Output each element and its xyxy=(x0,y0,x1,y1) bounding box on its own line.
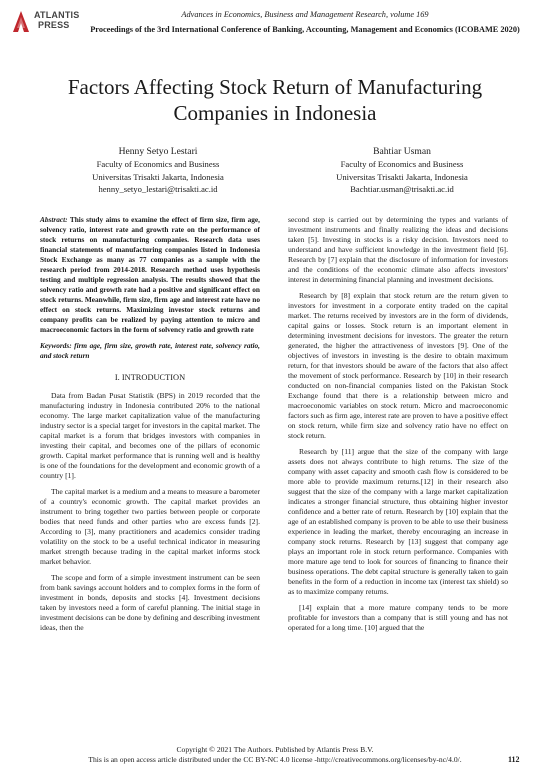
body-paragraph: The capital market is a medium and a means to measure a barometer of a country's economic growth. The capital market provides an instrument to bring together two parties between people or corporate bodies that need funds and other parties who are excess funds [2]. According to [3], many practitioners and academics consider trading volatility on the stock to be a useful technical indicator in measuring market strength because trading in the capital market informs stock market behavior. xyxy=(40,487,260,566)
body-paragraph: [14] explain that a more mature company tends to be more profitable for investors than a company that is still young and has not operated for a long time. [10] argued that the xyxy=(288,603,508,632)
body-paragraph: second step is carried out by determining the types and variants of investment instruments and finally realizing the ideas and decisions taken [5]. Investing in stocks is a risky decision. Investors need to understand and have sufficient knowledge in the investment field [6]. Research by [7] explain that the disclosure of information for investors and the conditions of the economic climate also affects investors' interest in determining financial planning and investment decisions. xyxy=(288,215,508,284)
logo-text xyxy=(34,10,79,30)
body-paragraph: Data from Badan Pusat Statistik (BPS) in 2019 recorded that the manufacturing industry in Indonesia contributed 20% to the national economy. The large market capitalization value of the manufacturing industry sector is a special target for investors in the capital market. The capital market is a forum that bridges investors with companies in investing their capital, and becomes one of the pillars of economic growth. Capital market performance that is running well and is healthy is one of the foundations for the development and economic growth of a country [1]. xyxy=(40,391,260,480)
copyright-notice: Copyright © 2021 The Authors. Published by Atlantis Press B.V. xyxy=(176,745,374,754)
paper-title: Factors Affecting Stock Return of Manufacturing Companies in Indonesia xyxy=(67,75,483,125)
body-paragraph: The scope and form of a simple investment instrument can be seen from bank savings account holders and to complex forms in the form of investment in bonds, deposits and stocks [4]. Investment decisions taken by investors need a form of careful planning. The initial stage in investment decisions can be done by defining and describing investment ideas, then the xyxy=(40,573,260,632)
logo-line-1: ATLANTIS xyxy=(34,10,80,20)
body-paragraph: Research by [8] explain that stock return are the return given to investors for investment in a corporate entity traded on the capital market. The returns received by investors are in the form of dividends, capital gains or losses. Stock return is an important element in determining investment decisions for investors. The greater the return generated, the higher the attractiveness of investors [9]. One of the objectives of investors in investing is the desire to obtain maximum return, for that investors should be aware of the factors that also affect the movement of stock performance. Research by [10] in their research conducted on non-financial companies listed on the Pakistan Stock Exchange found that there is a relationship between micro and macroeconomic variables on stock return. Micro and macroeconomic factors such as firm age, interest rate are proven to have a positive effect on stock return, while firm size and solvency ratio have no effect on stock return. xyxy=(288,291,508,440)
author-affiliation: Faculty of Economics and Business xyxy=(340,159,464,170)
journal-name: Advances in Economics, Business and Management Research, volume 169 xyxy=(181,10,429,19)
author-university: Universitas Trisakti Jakarta, Indonesia xyxy=(336,171,468,182)
section-heading: I. INTRODUCTION xyxy=(114,373,186,382)
author-email: henny_setyo_lestari@trisakti.ac.id xyxy=(98,184,218,195)
page-number: 112 xyxy=(508,755,520,764)
author-university: Universitas Trisakti Jakarta, Indonesia xyxy=(92,171,224,182)
author-name: Bahtiar Usman xyxy=(373,146,431,157)
page-footer xyxy=(0,745,550,765)
proceedings-title: Proceedings of the 3rd International Conference of Banking, Accounting, Management and Economics (ICOBAME 2020) xyxy=(90,25,520,34)
abstract-label: Abstract: xyxy=(40,215,68,224)
body-paragraph: Research by [11] argue that the size of the company with large assets does not always contribute to high returns. The size of the company with asset capacity and smooth cash flow is considered to be more able to provide maximum returns.[12] in their research also suggest that the size of the company with a large market capitalization indicates a stronger financial structure, thus obtaining higher investor confidence and a better rate of return. Research by [10] explain that the age of an established company is proven to be able to use their business experience in leading the market, thereby encouraging an increase in company stock returns. Research by [13] suggest that company age plays an important role in stock return performance. Companies with more mature age tend to look for sources of financing to finance their business operations. The debt capital structure is generally taken to gain benefits in the form of a reduction in income tax (interest tax shield) so as to maximize company returns. xyxy=(288,447,508,596)
abstract-text: This study aims to examine the effect of firm size, firm age, solvency ratio, interest rate and growth rate on the performance of stock returns on manufacturing companies. Research data uses financial statements of manufacturing companies listed in Indonesia Stock Exchange as many as 77 companies as a sample with the research period from 2014-2018. Research method uses hypothesis testing and multiple regression analysis. The results showed that the solvency ratio and growth rate had a positive and significant effect on stock returns. Meanwhile, firm size, firm age and interest rate have no effect on stock returns. Maximizing investor stock returns and company profits can be realized by paying attention to micro and macroeconomic factors in the form of solvency ratio and growth rate xyxy=(40,215,260,334)
author-affiliation: Faculty of Economics and Business xyxy=(96,159,220,170)
abstract xyxy=(40,215,260,335)
left-column xyxy=(40,215,260,639)
atlantis-press-logo xyxy=(10,8,88,38)
author-block-2 xyxy=(292,146,512,196)
right-column xyxy=(288,215,508,639)
keywords: Keywords: firm age, firm size, growth rate, interest rate, solvency ratio, and stock return xyxy=(40,341,260,360)
author-block-1 xyxy=(48,146,268,196)
atlantis-logo-icon xyxy=(10,10,32,34)
author-email: Bachtiar.usman@trisakti.ac.id xyxy=(350,184,454,195)
logo-line-2: PRESS xyxy=(38,20,70,30)
license-notice: This is an open access article distributed under the CC BY-NC 4.0 license -http://creativecommons.org/licenses/by-nc/4.0/. xyxy=(88,755,462,764)
author-name: Henny Setyo Lestari xyxy=(118,146,198,157)
